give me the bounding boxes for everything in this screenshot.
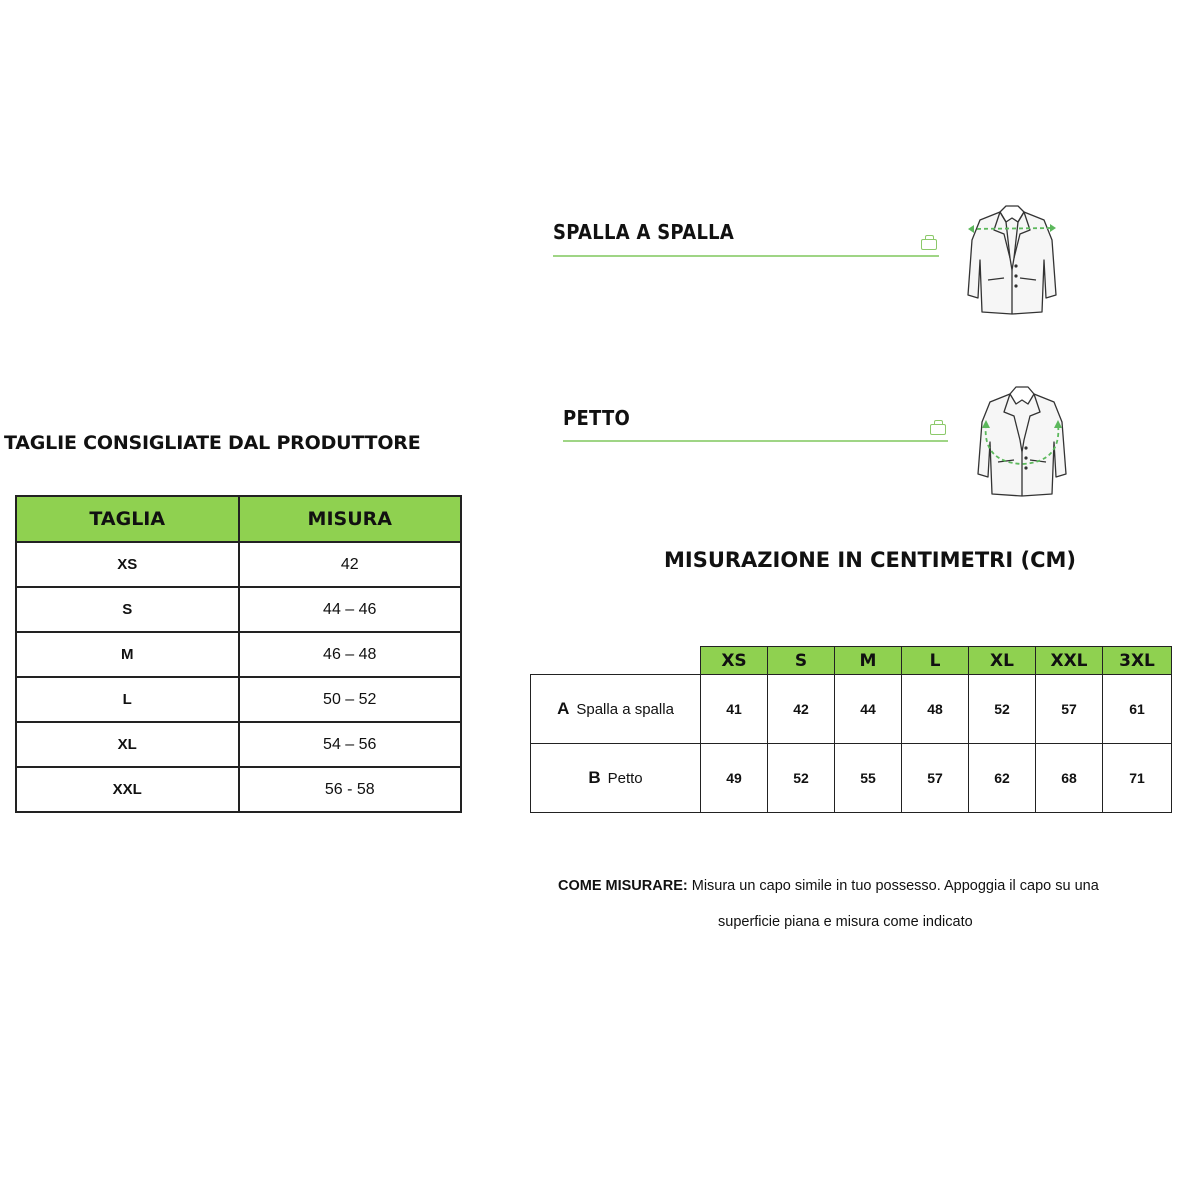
size-cell: XL: [16, 722, 239, 767]
row-label-chest: [531, 744, 701, 813]
suitcase-icon: [930, 424, 946, 435]
jacket-chest-icon: [972, 382, 1072, 500]
row-name: Spalla a spalla: [576, 701, 674, 718]
guide-label-chest: PETTO: [563, 406, 631, 430]
table-row: [16, 722, 461, 767]
recommended-sizes-table: [15, 495, 462, 813]
value-cell: 42: [768, 675, 835, 744]
column-header-misura: MISURA: [239, 496, 462, 542]
size-header: XXL: [1036, 647, 1103, 675]
value-cell: 71: [1103, 744, 1172, 813]
size-cell: XXL: [16, 767, 239, 812]
table-row: [16, 767, 461, 812]
how-to-text-line2: superficie piana e misura come indicato: [718, 914, 973, 930]
value-cell: 41: [701, 675, 768, 744]
sizes-title: TAGLIE CONSIGLIATE DAL PRODUTTORE: [4, 432, 421, 454]
guide-label-shoulder: SPALLA A SPALLA: [553, 220, 735, 244]
value-cell: 61: [1103, 675, 1172, 744]
value-cell: 49: [701, 744, 768, 813]
size-cell: XS: [16, 542, 239, 587]
row-letter: B: [588, 768, 601, 787]
row-label-shoulder: [531, 675, 701, 744]
how-to-text-line1: Misura un capo simile in tuo possesso. Appoggia il capo su una: [691, 878, 1099, 894]
jacket-shoulder-icon: [960, 200, 1065, 318]
measure-cell: 50 – 52: [239, 677, 462, 722]
size-cell: L: [16, 677, 239, 722]
value-cell: 48: [902, 675, 969, 744]
measure-cell: 46 – 48: [239, 632, 462, 677]
table-row: [531, 675, 1172, 744]
column-header-taglia: TAGLIA: [16, 496, 239, 542]
measure-cell: 42: [239, 542, 462, 587]
table-row: [531, 744, 1172, 813]
size-header: L: [902, 647, 969, 675]
size-header: M: [835, 647, 902, 675]
measure-cell: 56 - 58: [239, 767, 462, 812]
how-to-label: COME MISURARE:: [558, 878, 688, 894]
size-header: S: [768, 647, 835, 675]
size-header: XL: [969, 647, 1036, 675]
empty-header-cell: [531, 647, 701, 675]
size-header: XS: [701, 647, 768, 675]
value-cell: 62: [969, 744, 1036, 813]
value-cell: 57: [1036, 675, 1103, 744]
row-name: Petto: [607, 770, 643, 787]
value-cell: 55: [835, 744, 902, 813]
value-cell: 44: [835, 675, 902, 744]
guide-line-chest: [563, 440, 948, 442]
value-cell: 68: [1036, 744, 1103, 813]
table-header-row: [16, 496, 461, 542]
table-header-row: [531, 647, 1172, 675]
how-to-measure-note: [558, 868, 1158, 940]
value-cell: 57: [902, 744, 969, 813]
suitcase-icon: [921, 239, 937, 250]
value-cell: 52: [969, 675, 1036, 744]
table-row: [16, 587, 461, 632]
measure-cell: 44 – 46: [239, 587, 462, 632]
table-row: [16, 542, 461, 587]
size-header: 3XL: [1103, 647, 1172, 675]
measure-cell: 54 – 56: [239, 722, 462, 767]
table-row: [16, 632, 461, 677]
guide-line-shoulder: [553, 255, 939, 257]
row-letter: A: [557, 699, 570, 718]
value-cell: 52: [768, 744, 835, 813]
size-cell: M: [16, 632, 239, 677]
table-row: [16, 677, 461, 722]
size-cell: S: [16, 587, 239, 632]
measurements-title: MISURAZIONE IN CENTIMETRI (CM): [664, 548, 1076, 572]
measurements-table: [530, 646, 1172, 813]
